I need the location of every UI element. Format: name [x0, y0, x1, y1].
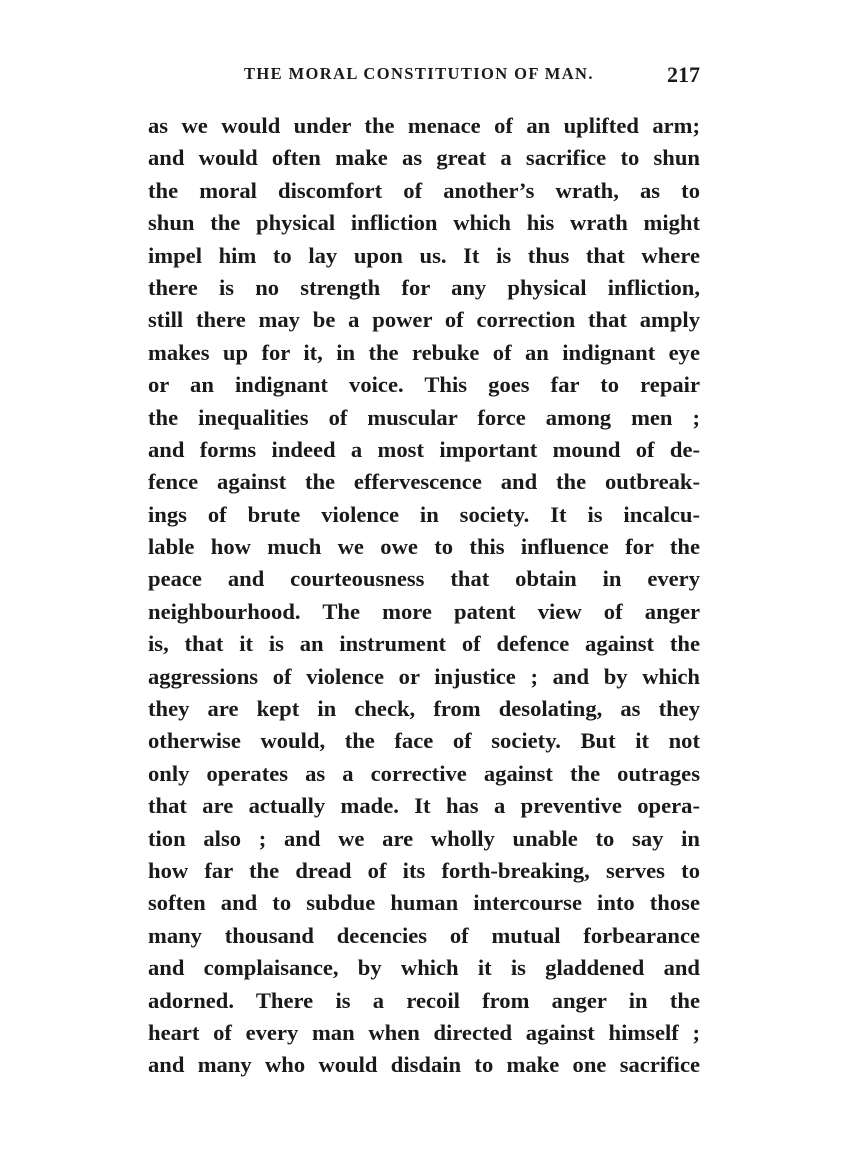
- text-line: soften and to subdue human intercourse into those: [148, 890, 700, 916]
- running-title: THE MORAL CONSTITUTION OF MAN.: [244, 64, 594, 83]
- text-line: makes up for it, in the rebuke of an indignant eye: [148, 339, 700, 365]
- text-line: impel him to lay upon us. It is thus that where: [148, 242, 700, 268]
- text-line: how far the dread of its forth-breaking, serves to: [148, 857, 700, 883]
- text-line: heart of every man when directed against himself ;: [148, 1019, 700, 1045]
- text-line: lable how much we owe to this influence for the: [148, 534, 700, 560]
- text-line: many thousand decencies of mutual forbearance: [148, 922, 700, 948]
- text-line: otherwise would, the face of society. But it not: [148, 728, 700, 754]
- body-text: [148, 110, 700, 1082]
- text-line: tion also ; and we are wholly unable to say in: [148, 825, 700, 851]
- text-line: and many who would disdain to make one sacrifice: [148, 1052, 700, 1078]
- text-line: is, that it is an instrument of defence against the: [148, 631, 700, 657]
- text-line: the inequalities of muscular force among men ;: [148, 404, 700, 430]
- text-line: and forms indeed a most important mound of de-: [148, 436, 700, 462]
- text-line: that are actually made. It has a preventive opera-: [148, 793, 700, 819]
- text-line: the moral discomfort of another’s wrath, as to: [148, 177, 700, 203]
- text-line: fence against the effervescence and the outbreak-: [148, 469, 700, 495]
- text-line: adorned. There is a recoil from anger in the: [148, 987, 700, 1013]
- text-line: or an indignant voice. This goes far to repair: [148, 372, 700, 398]
- text-line: still there may be a power of correction that amply: [148, 307, 700, 333]
- text-line: ings of brute violence in society. It is incalcu-: [148, 501, 700, 527]
- text-line: and would often make as great a sacrifice to shun: [148, 145, 700, 171]
- text-line: there is no strength for any physical infliction,: [148, 274, 700, 300]
- text-line: shun the physical infliction which his wrath might: [148, 210, 700, 236]
- text-line: only operates as a corrective against the outrages: [148, 760, 700, 786]
- text-line: peace and courteousness that obtain in every: [148, 566, 700, 592]
- text-line: they are kept in check, from desolating, as they: [148, 696, 700, 722]
- text-line: and complaisance, by which it is gladdened and: [148, 955, 700, 981]
- running-head: [148, 62, 700, 92]
- page-number: 217: [667, 62, 700, 87]
- text-line: aggressions of violence or injustice ; and by which: [148, 663, 700, 689]
- text-line: neighbourhood. The more patent view of anger: [148, 598, 700, 624]
- text-line: as we would under the menace of an uplifted arm;: [148, 113, 700, 138]
